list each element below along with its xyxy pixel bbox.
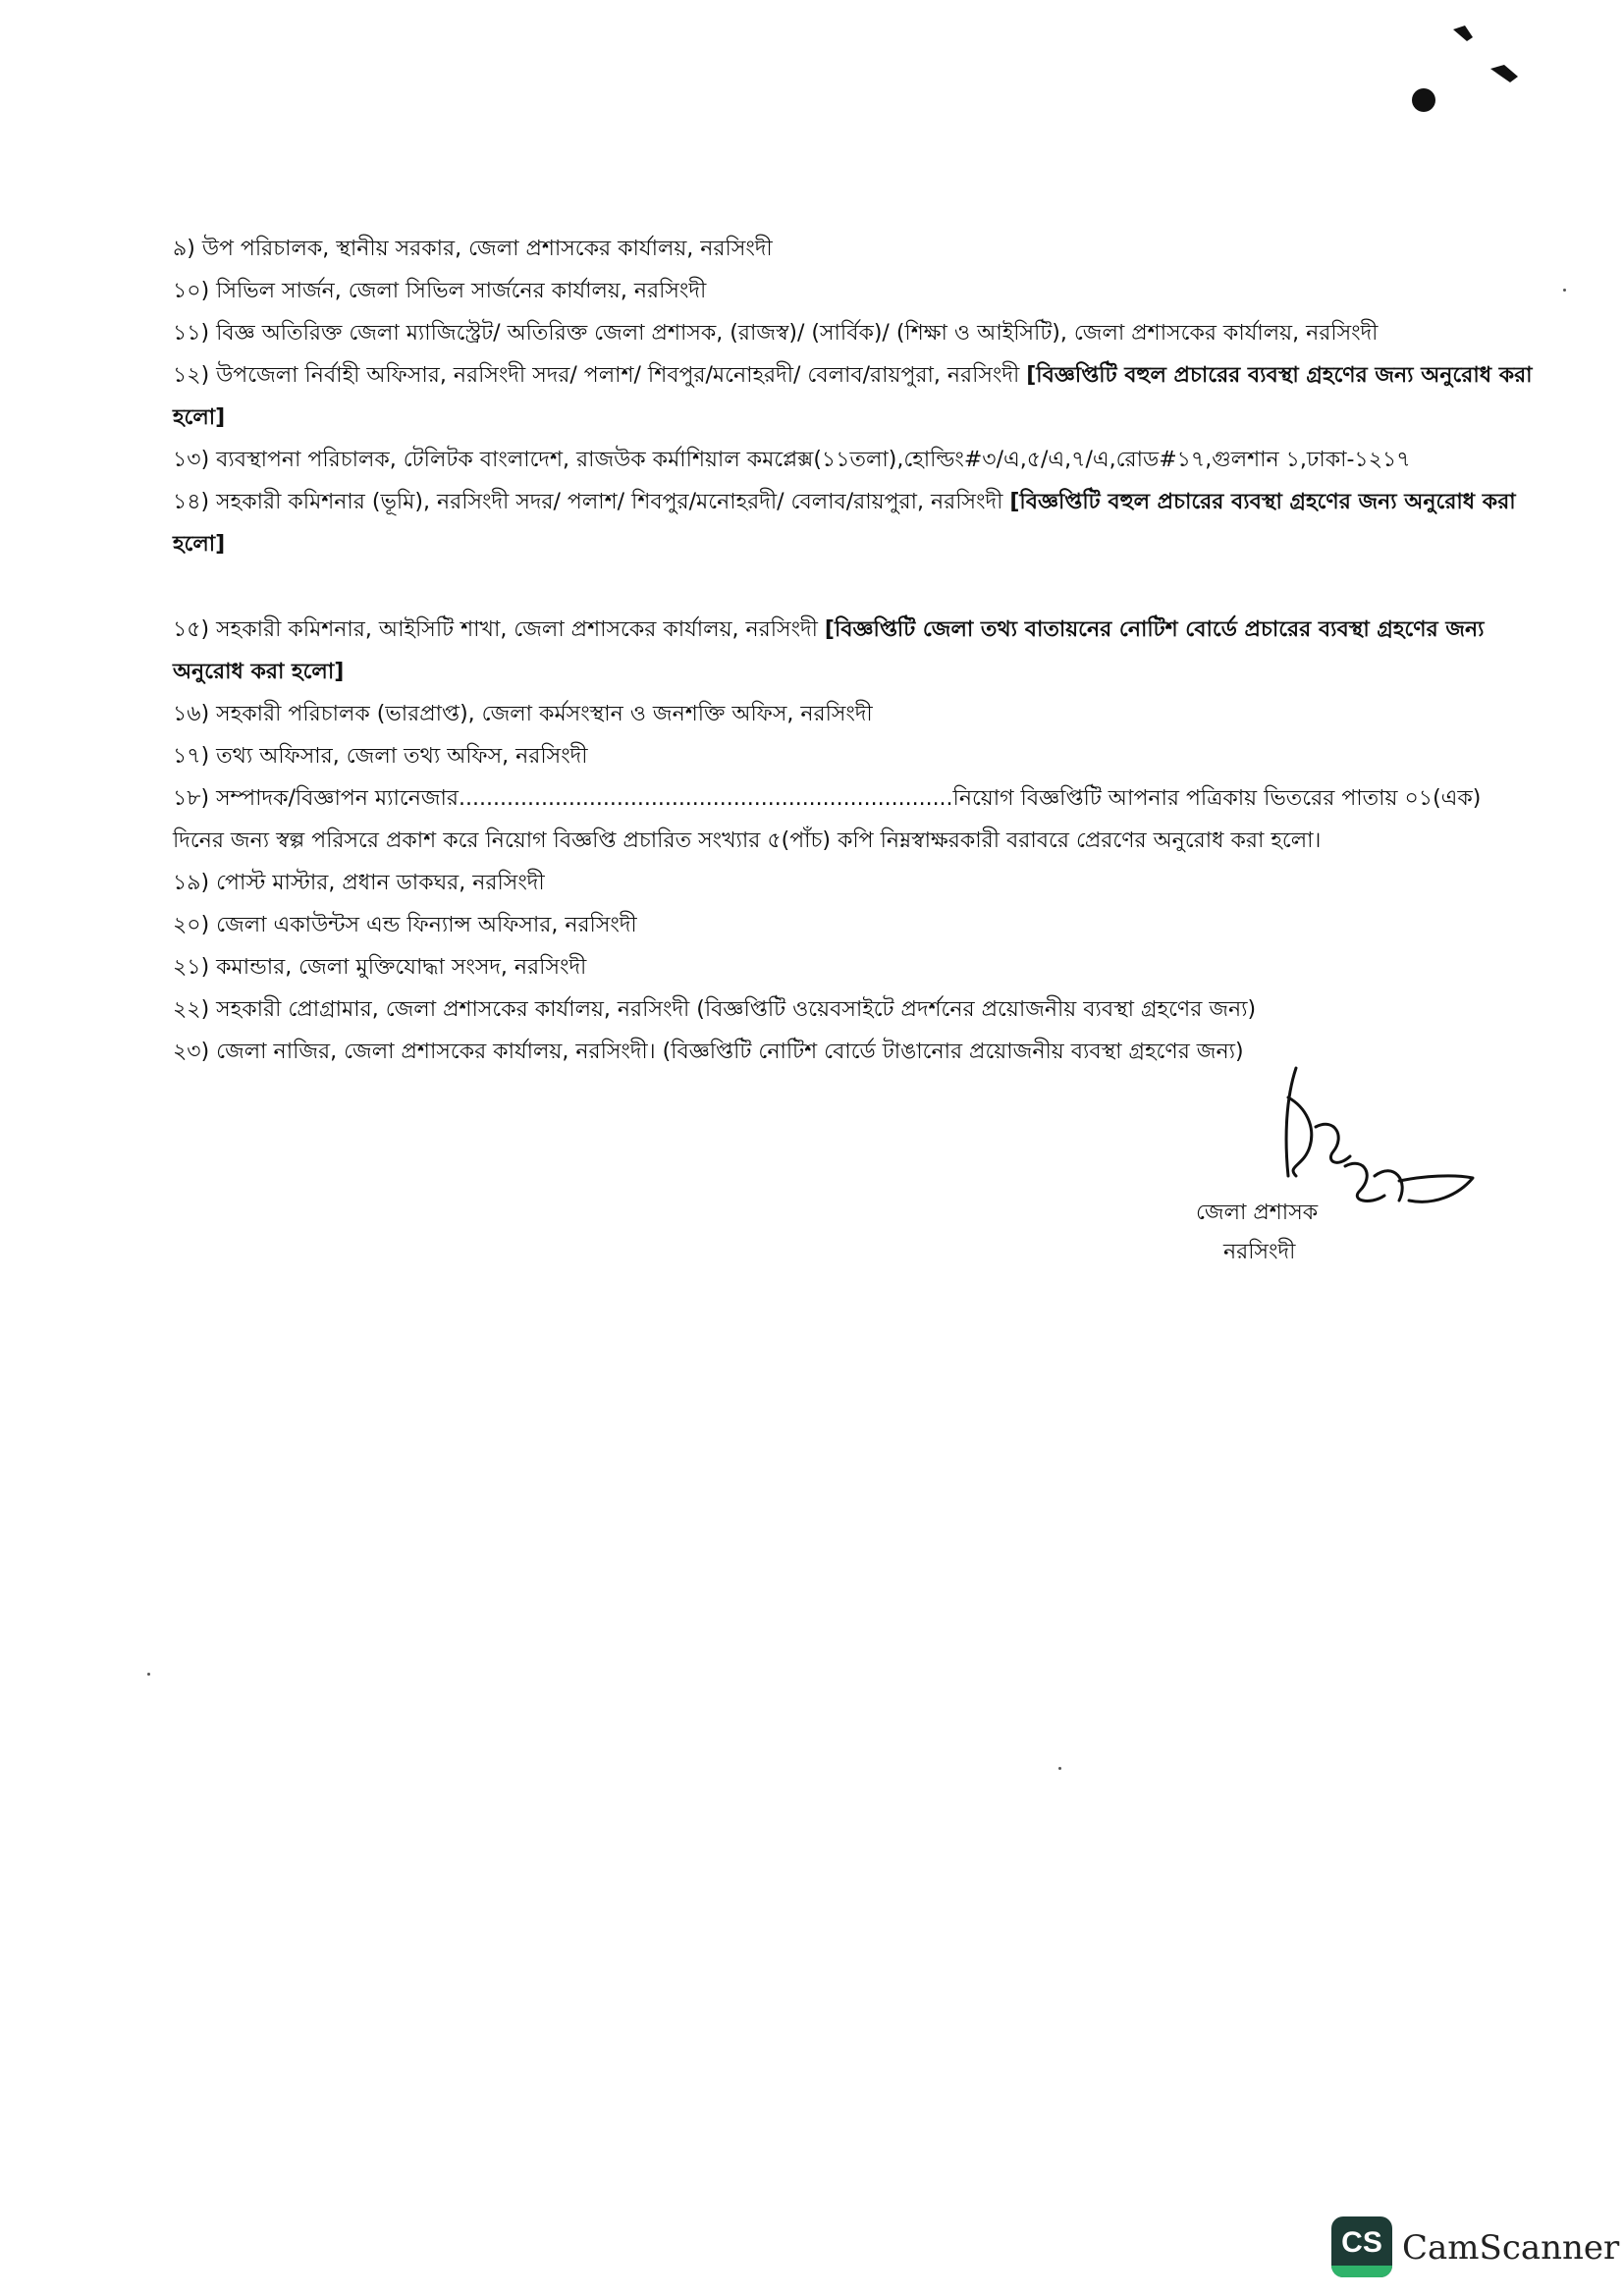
signature-block [1178,1058,1492,1274]
list-item-text: ১৮) সম্পাদক/বিজ্ঞাপন ম্যানেজার........................................................................নিয়োগ বিজ্ঞপ্তিটি আপনার পত্রিকায় ভিতরের পাতায় ০১(এক) দিনের জন্য স্বল্প পরিসরে প্রকাশ করে নিয়োগ বিজ্ঞপ্তি প্রচারিত সংখ্যার ৫(পাঁচ) কপি নিম্নস্বাক্ষরকারী বরাবরে প্রেরণের অনুরোধ করা হলো। [173,786,1482,853]
list-gap [173,565,1538,609]
list-item-text: ৯) উপ পরিচালক, স্থানীয় সরকার, জেলা প্রশাসকের কার্যালয়, নরসিংদী [173,237,773,261]
list-item-request: [বিজ্ঞপ্তিটি বহুল প্রচারের ব্যবস্থা গ্রহণের জন্য অনুরোধ করা হলো] [173,363,1533,430]
list-item-text: ১৩) ব্যবস্থাপনা পরিচালক, টেলিটক বাংলাদেশ, রাজউক কর্মাশিয়াল কমপ্লেক্স(১১তলা),হোল্ডিং#৩/এ,৫/এ,৭/এ,রোড#১৭,গুলশান ১,ঢাকা-১২১৭ [173,448,1411,472]
list-item [173,270,1538,312]
list-item-text: ১৫) সহকারী কমিশনার, আইসিটি শাখা, জেলা প্রশাসকের কার্যালয়, নরসিংদী [173,617,825,642]
camscanner-watermark [1331,2216,1623,2281]
list-item [173,481,1538,565]
list-item [173,735,1538,777]
scan-ink-marks [1394,20,1551,128]
list-item [173,439,1538,481]
list-item [173,946,1538,988]
list-item [173,904,1538,946]
list-item-text: ১৬) সহকারী পরিচালক (ভারপ্রাপ্ত), জেলা কর্মসংস্থান ও জনশক্তি অফিস, নরসিংদী [173,702,873,726]
list-item [173,988,1538,1031]
list-item-request: [বিজ্ঞপ্তিটি জেলা তথ্য বাতায়নের নোটিশ বোর্ডে প্রচারের ব্যবস্থা গ্রহণের জন্য অনুরোধ করা হলো] [173,617,1485,684]
list-item [173,862,1538,904]
list-item [173,312,1538,354]
list-item [173,228,1538,270]
list-item-text: ১৪) সহকারী কমিশনার (ভূমি), নরসিংদী সদর/ পলাশ/ শিবপুর/মনোহরদী/ বেলাব/রায়পুরা, নরসিংদী [173,490,1010,514]
camscanner-name: CamScanner [1402,2228,1620,2268]
list-item-text: ১৭) তথ্য অফিসার, জেলা তথ্য অফিস, নরসিংদী [173,744,588,769]
camscanner-logo-icon: CS [1331,2216,1392,2277]
list-item [173,693,1538,735]
list-item-text: ২২) সহকারী প্রোগ্রামার, জেলা প্রশাসকের কার্যালয়, নরসিংদী (বিজ্ঞপ্তিটি ওয়েবসাইটে প্রদর্শনের প্রয়োজনীয় ব্যবস্থা গ্রহণের জন্য) [173,997,1257,1022]
signatory-title: জেলা প্রশাসক [1196,1201,1319,1225]
list-item [173,609,1538,693]
list-item [173,354,1538,439]
list-item-text: ১২) উপজেলা নির্বাহী অফিসার, নরসিংদী সদর/ পলাশ/ শিবপুর/মনোহরদী/ বেলাব/রায়পুরা, নরসিংদী [173,363,1027,388]
list-item-text: ২০) জেলা একাউন্টস এন্ড ফিন্যান্স অফিসার, নরসিংদী [173,913,637,937]
list-item-text: ২১) কমান্ডার, জেলা মুক্তিযোদ্ধা সংসদ, নরসিংদী [173,955,587,980]
list-item-text: ২৩) জেলা নাজির, জেলা প্রশাসকের কার্যালয়, নরসিংদী। (বিজ্ঞপ্তিটি নোটিশ বোর্ডে টাঙানোর প্রয়োজনীয় ব্যবস্থা গ্রহণের জন্য) [173,1040,1244,1064]
signatory-place: নরসিংদী [1223,1240,1296,1264]
list-item [173,777,1538,862]
list-item-text: ১১) বিজ্ঞ অতিরিক্ত জেলা ম্যাজিস্ট্রেট/ অতিরিক্ত জেলা প্রশাসক, (রাজস্ব)/ (সার্বিক)/ (শিক্ষা ও আইসিটি), জেলা প্রশাসকের কার্যালয়, নরসিংদী [173,321,1379,346]
list-item-request: [বিজ্ঞপ্তিটি বহুল প্রচারের ব্যবস্থা গ্রহণের জন্য অনুরোধ করা হলো] [173,490,1516,557]
stray-dot [147,1673,150,1676]
list-item-text: ১৯) পোস্ট মাস্টার, প্রধান ডাকঘর, নরসিংদী [173,871,545,895]
distribution-list [173,228,1538,1073]
stray-dot [1058,1767,1061,1770]
list-item-text: ১০) সিভিল সার্জন, জেলা সিভিল সার্জনের কার্যালয়, নরসিংদী [173,279,707,303]
stray-dot [1563,289,1566,292]
